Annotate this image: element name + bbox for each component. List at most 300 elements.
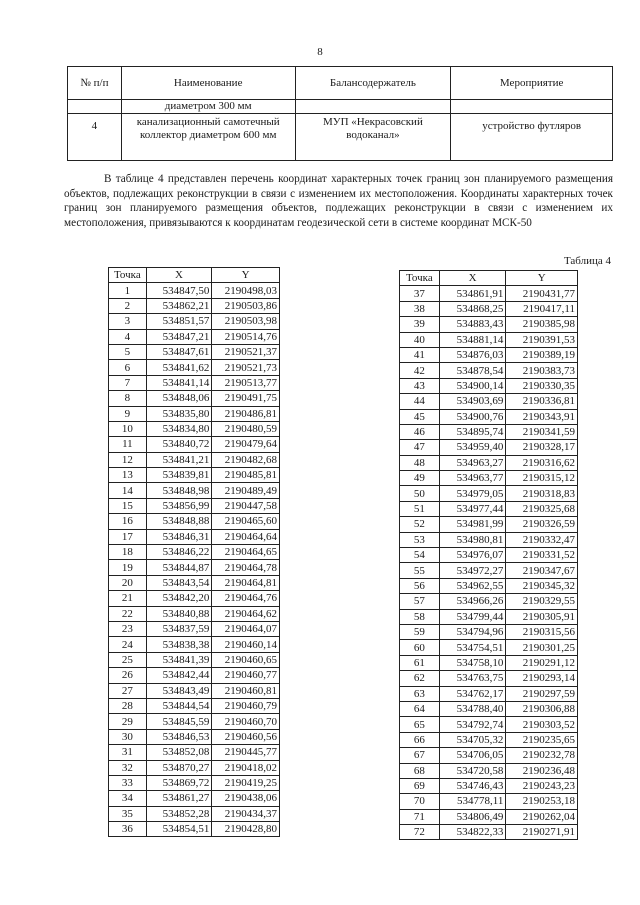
x-value: 534861,27 xyxy=(146,791,212,806)
point-number: 68 xyxy=(400,763,440,778)
point-number: 17 xyxy=(109,529,147,544)
y-value: 2190428,80 xyxy=(212,822,280,837)
x-value: 534848,88 xyxy=(146,514,212,529)
point-number: 32 xyxy=(109,760,147,775)
y-value: 2190434,37 xyxy=(212,806,280,821)
y-value: 2190303,52 xyxy=(506,717,578,732)
coordinate-row xyxy=(109,729,280,744)
x-value: 534900,76 xyxy=(439,409,506,424)
x-value: 534841,21 xyxy=(146,452,212,467)
x-value: 534845,59 xyxy=(146,714,212,729)
y-value: 2190514,76 xyxy=(212,329,280,344)
point-number: 48 xyxy=(400,455,440,470)
coordinate-row xyxy=(109,452,280,467)
coordinate-row xyxy=(400,701,578,716)
coordinate-row xyxy=(109,283,280,298)
y-value: 2190297,59 xyxy=(506,686,578,701)
row-num: 4 xyxy=(68,114,122,161)
coordinate-row xyxy=(109,806,280,821)
y-value: 2190460,81 xyxy=(212,683,280,698)
point-number: 41 xyxy=(400,347,440,362)
x-value: 534847,61 xyxy=(146,344,212,359)
point-number: 55 xyxy=(400,563,440,578)
point-number: 52 xyxy=(400,517,440,532)
point-number: 50 xyxy=(400,486,440,501)
continued-name: диаметром 300 мм xyxy=(121,100,295,114)
x-value: 534835,80 xyxy=(146,406,212,421)
header-point: Точка xyxy=(400,271,440,286)
point-number: 21 xyxy=(109,591,147,606)
y-value: 2190306,88 xyxy=(506,701,578,716)
x-value: 534841,14 xyxy=(146,375,212,390)
y-value: 2190482,68 xyxy=(212,452,280,467)
x-value: 534788,40 xyxy=(439,701,506,716)
coordinate-row xyxy=(109,329,280,344)
x-value: 534792,74 xyxy=(439,717,506,732)
x-value: 534852,08 xyxy=(146,745,212,760)
y-value: 2190464,65 xyxy=(212,545,280,560)
y-value: 2190521,73 xyxy=(212,360,280,375)
point-number: 66 xyxy=(400,732,440,747)
row-holder: МУП «Некрасовский водоканал» xyxy=(295,114,451,161)
coordinate-row xyxy=(400,548,578,563)
x-value: 534861,91 xyxy=(439,286,506,301)
header-action: Мероприятие xyxy=(451,67,613,100)
y-value: 2190447,58 xyxy=(212,498,280,513)
x-value: 534846,31 xyxy=(146,529,212,544)
y-value: 2190460,56 xyxy=(212,729,280,744)
y-value: 2190385,98 xyxy=(506,317,578,332)
coordinate-row xyxy=(109,314,280,329)
y-value: 2190460,79 xyxy=(212,698,280,713)
x-value: 534972,27 xyxy=(439,563,506,578)
coordinate-row xyxy=(109,437,280,452)
y-value: 2190293,14 xyxy=(506,671,578,686)
coordinate-row xyxy=(109,591,280,606)
coordinate-row xyxy=(109,545,280,560)
coordinate-row xyxy=(400,532,578,547)
x-value: 534840,88 xyxy=(146,606,212,621)
coordinate-row xyxy=(400,424,578,439)
point-number: 4 xyxy=(109,329,147,344)
point-number: 11 xyxy=(109,437,147,452)
y-value: 2190332,47 xyxy=(506,532,578,547)
point-number: 60 xyxy=(400,640,440,655)
point-number: 46 xyxy=(400,424,440,439)
point-number: 15 xyxy=(109,498,147,513)
objects-table xyxy=(67,66,613,161)
coordinate-row xyxy=(400,578,578,593)
coordinate-row xyxy=(109,775,280,790)
y-value: 2190301,25 xyxy=(506,640,578,655)
point-number: 23 xyxy=(109,621,147,636)
x-value: 534959,40 xyxy=(439,440,506,455)
y-value: 2190460,65 xyxy=(212,652,280,667)
y-value: 2190316,62 xyxy=(506,455,578,470)
y-value: 2190341,59 xyxy=(506,424,578,439)
y-value: 2190318,83 xyxy=(506,486,578,501)
x-value: 534870,27 xyxy=(146,760,212,775)
x-value: 534862,21 xyxy=(146,298,212,313)
coordinate-row xyxy=(109,468,280,483)
point-number: 2 xyxy=(109,298,147,313)
coordinate-row xyxy=(400,363,578,378)
x-value: 534848,98 xyxy=(146,483,212,498)
coordinate-row xyxy=(109,698,280,713)
coordinate-row xyxy=(400,717,578,732)
y-value: 2190460,70 xyxy=(212,714,280,729)
page-number: 8 xyxy=(317,46,323,58)
point-number: 28 xyxy=(109,698,147,713)
x-value: 534977,44 xyxy=(439,501,506,516)
point-number: 44 xyxy=(400,394,440,409)
x-value: 534840,72 xyxy=(146,437,212,452)
coordinate-row xyxy=(109,375,280,390)
x-value: 534837,59 xyxy=(146,621,212,636)
point-number: 8 xyxy=(109,391,147,406)
y-value: 2190513,77 xyxy=(212,375,280,390)
point-number: 58 xyxy=(400,609,440,624)
y-value: 2190331,52 xyxy=(506,548,578,563)
y-value: 2190330,35 xyxy=(506,378,578,393)
point-number: 36 xyxy=(109,822,147,837)
y-value: 2190464,07 xyxy=(212,621,280,636)
coordinate-row xyxy=(400,332,578,347)
point-number: 62 xyxy=(400,671,440,686)
coordinate-row xyxy=(109,391,280,406)
point-number: 35 xyxy=(109,806,147,821)
y-value: 2190464,64 xyxy=(212,529,280,544)
x-value: 534981,99 xyxy=(439,517,506,532)
coordinate-row xyxy=(400,501,578,516)
x-value: 534869,72 xyxy=(146,775,212,790)
row-action: устройство футляров xyxy=(451,114,613,161)
coordinate-row xyxy=(400,471,578,486)
y-value: 2190291,12 xyxy=(506,655,578,670)
point-number: 12 xyxy=(109,452,147,467)
y-value: 2190419,25 xyxy=(212,775,280,790)
y-value: 2190315,56 xyxy=(506,624,578,639)
header-name: Наименование xyxy=(121,67,295,100)
point-number: 69 xyxy=(400,778,440,793)
x-value: 534883,43 xyxy=(439,317,506,332)
header-point: Точка xyxy=(109,268,147,283)
table-row xyxy=(68,114,613,161)
header-x: X xyxy=(439,271,506,286)
point-number: 64 xyxy=(400,701,440,716)
x-value: 534720,58 xyxy=(439,763,506,778)
coordinate-row xyxy=(109,421,280,436)
point-number: 16 xyxy=(109,514,147,529)
table-row xyxy=(68,100,613,114)
point-number: 19 xyxy=(109,560,147,575)
point-number: 20 xyxy=(109,575,147,590)
point-number: 54 xyxy=(400,548,440,563)
y-value: 2190464,62 xyxy=(212,606,280,621)
row-name: канализационный самотечный коллектор диаметром 600 мм xyxy=(121,114,295,161)
point-number: 22 xyxy=(109,606,147,621)
y-value: 2190343,91 xyxy=(506,409,578,424)
y-value: 2190271,91 xyxy=(506,825,578,840)
x-value: 534794,96 xyxy=(439,624,506,639)
coordinate-row xyxy=(400,517,578,532)
x-value: 534852,28 xyxy=(146,806,212,821)
coordinate-row xyxy=(109,791,280,806)
y-value: 2190336,81 xyxy=(506,394,578,409)
point-number: 67 xyxy=(400,748,440,763)
coordinate-row xyxy=(400,440,578,455)
point-number: 18 xyxy=(109,545,147,560)
coordinate-row xyxy=(109,529,280,544)
coordinate-row xyxy=(109,714,280,729)
x-value: 534843,49 xyxy=(146,683,212,698)
coordinate-row xyxy=(400,763,578,778)
y-value: 2190503,98 xyxy=(212,314,280,329)
header-num: № п/п xyxy=(68,67,122,100)
point-number: 59 xyxy=(400,624,440,639)
y-value: 2190460,14 xyxy=(212,637,280,652)
point-number: 34 xyxy=(109,791,147,806)
x-value: 534962,55 xyxy=(439,578,506,593)
y-value: 2190489,49 xyxy=(212,483,280,498)
y-value: 2190464,78 xyxy=(212,560,280,575)
coordinate-row xyxy=(109,745,280,760)
point-number: 72 xyxy=(400,825,440,840)
x-value: 534822,33 xyxy=(439,825,506,840)
point-number: 70 xyxy=(400,794,440,809)
point-number: 65 xyxy=(400,717,440,732)
x-value: 534846,53 xyxy=(146,729,212,744)
coordinate-row xyxy=(109,606,280,621)
x-value: 534976,07 xyxy=(439,548,506,563)
y-value: 2190438,06 xyxy=(212,791,280,806)
point-number: 53 xyxy=(400,532,440,547)
y-value: 2190521,37 xyxy=(212,344,280,359)
point-number: 9 xyxy=(109,406,147,421)
x-value: 534903,69 xyxy=(439,394,506,409)
y-value: 2190486,81 xyxy=(212,406,280,421)
coordinate-row xyxy=(400,378,578,393)
x-value: 534705,32 xyxy=(439,732,506,747)
y-value: 2190315,12 xyxy=(506,471,578,486)
coordinate-row xyxy=(109,483,280,498)
coordinate-row xyxy=(109,668,280,683)
point-number: 56 xyxy=(400,578,440,593)
coordinate-row xyxy=(400,563,578,578)
point-number: 61 xyxy=(400,655,440,670)
coordinate-row xyxy=(400,794,578,809)
coordinate-row xyxy=(400,624,578,639)
point-number: 43 xyxy=(400,378,440,393)
y-value: 2190383,73 xyxy=(506,363,578,378)
coordinate-row xyxy=(109,560,280,575)
x-value: 534778,11 xyxy=(439,794,506,809)
x-value: 534806,49 xyxy=(439,809,506,824)
coordinate-row xyxy=(109,637,280,652)
point-number: 26 xyxy=(109,668,147,683)
y-value: 2190498,03 xyxy=(212,283,280,298)
x-value: 534841,62 xyxy=(146,360,212,375)
y-value: 2190491,75 xyxy=(212,391,280,406)
point-number: 10 xyxy=(109,421,147,436)
y-value: 2190325,68 xyxy=(506,501,578,516)
point-number: 3 xyxy=(109,314,147,329)
coordinate-row xyxy=(400,748,578,763)
x-value: 534900,14 xyxy=(439,378,506,393)
point-number: 38 xyxy=(400,301,440,316)
x-value: 534746,43 xyxy=(439,778,506,793)
coordinate-row xyxy=(109,298,280,313)
point-number: 25 xyxy=(109,652,147,667)
y-value: 2190464,76 xyxy=(212,591,280,606)
header-holder: Балансодержатель xyxy=(295,67,451,100)
coordinate-row xyxy=(400,394,578,409)
y-value: 2190305,91 xyxy=(506,609,578,624)
x-value: 534842,20 xyxy=(146,591,212,606)
point-number: 49 xyxy=(400,471,440,486)
x-value: 534847,21 xyxy=(146,329,212,344)
x-value: 534762,17 xyxy=(439,686,506,701)
y-value: 2190243,23 xyxy=(506,778,578,793)
x-value: 534838,38 xyxy=(146,637,212,652)
coordinate-row xyxy=(400,686,578,701)
y-value: 2190445,77 xyxy=(212,745,280,760)
coordinate-row xyxy=(400,301,578,316)
y-value: 2190417,11 xyxy=(506,301,578,316)
y-value: 2190345,32 xyxy=(506,578,578,593)
x-value: 534868,25 xyxy=(439,301,506,316)
x-value: 534834,80 xyxy=(146,421,212,436)
y-value: 2190480,59 xyxy=(212,421,280,436)
coordinate-row xyxy=(400,640,578,655)
x-value: 534856,99 xyxy=(146,498,212,513)
x-value: 534963,27 xyxy=(439,455,506,470)
header-y: Y xyxy=(506,271,578,286)
x-value: 534758,10 xyxy=(439,655,506,670)
x-value: 534843,54 xyxy=(146,575,212,590)
x-value: 534895,74 xyxy=(439,424,506,439)
coordinate-row xyxy=(109,498,280,513)
coordinate-row xyxy=(400,409,578,424)
x-value: 534839,81 xyxy=(146,468,212,483)
x-value: 534979,05 xyxy=(439,486,506,501)
point-number: 47 xyxy=(400,440,440,455)
point-number: 57 xyxy=(400,594,440,609)
x-value: 534854,51 xyxy=(146,822,212,837)
coordinates-table-right xyxy=(399,270,578,840)
point-number: 27 xyxy=(109,683,147,698)
x-value: 534980,81 xyxy=(439,532,506,547)
point-number: 40 xyxy=(400,332,440,347)
y-value: 2190431,77 xyxy=(506,286,578,301)
point-number: 29 xyxy=(109,714,147,729)
coordinate-row xyxy=(109,575,280,590)
y-value: 2190236,48 xyxy=(506,763,578,778)
x-value: 534844,54 xyxy=(146,698,212,713)
x-value: 534842,44 xyxy=(146,668,212,683)
point-number: 6 xyxy=(109,360,147,375)
x-value: 534848,06 xyxy=(146,391,212,406)
x-value: 534706,05 xyxy=(439,748,506,763)
coordinate-row xyxy=(400,778,578,793)
point-number: 7 xyxy=(109,375,147,390)
y-value: 2190465,60 xyxy=(212,514,280,529)
x-value: 534966,26 xyxy=(439,594,506,609)
point-number: 30 xyxy=(109,729,147,744)
coordinate-row xyxy=(400,286,578,301)
coordinate-row xyxy=(400,732,578,747)
coordinate-row xyxy=(400,594,578,609)
y-value: 2190460,77 xyxy=(212,668,280,683)
y-value: 2190235,65 xyxy=(506,732,578,747)
y-value: 2190485,81 xyxy=(212,468,280,483)
point-number: 24 xyxy=(109,637,147,652)
y-value: 2190326,59 xyxy=(506,517,578,532)
coordinate-row xyxy=(109,760,280,775)
point-number: 45 xyxy=(400,409,440,424)
table-caption: Таблица 4 xyxy=(563,255,611,267)
header-x: X xyxy=(146,268,212,283)
point-number: 71 xyxy=(400,809,440,824)
x-value: 534963,77 xyxy=(439,471,506,486)
coordinates-table-left xyxy=(108,267,280,837)
header-y: Y xyxy=(212,268,280,283)
y-value: 2190262,04 xyxy=(506,809,578,824)
y-value: 2190418,02 xyxy=(212,760,280,775)
point-number: 37 xyxy=(400,286,440,301)
point-number: 42 xyxy=(400,363,440,378)
y-value: 2190232,78 xyxy=(506,748,578,763)
point-number: 31 xyxy=(109,745,147,760)
coordinate-row xyxy=(109,344,280,359)
x-value: 534754,51 xyxy=(439,640,506,655)
y-value: 2190464,81 xyxy=(212,575,280,590)
coordinate-row xyxy=(400,486,578,501)
coordinate-row xyxy=(109,514,280,529)
x-value: 534876,03 xyxy=(439,347,506,362)
y-value: 2190479,64 xyxy=(212,437,280,452)
coordinate-row xyxy=(400,609,578,624)
point-number: 51 xyxy=(400,501,440,516)
x-value: 534851,57 xyxy=(146,314,212,329)
x-value: 534763,75 xyxy=(439,671,506,686)
x-value: 534841,39 xyxy=(146,652,212,667)
point-number: 13 xyxy=(109,468,147,483)
x-value: 534799,44 xyxy=(439,609,506,624)
point-number: 33 xyxy=(109,775,147,790)
point-number: 39 xyxy=(400,317,440,332)
coordinate-row xyxy=(400,655,578,670)
coordinate-row xyxy=(400,455,578,470)
coordinate-row xyxy=(400,671,578,686)
y-value: 2190328,17 xyxy=(506,440,578,455)
coordinate-row xyxy=(400,317,578,332)
x-value: 534847,50 xyxy=(146,283,212,298)
point-number: 5 xyxy=(109,344,147,359)
coordinate-row xyxy=(109,621,280,636)
point-number: 14 xyxy=(109,483,147,498)
y-value: 2190503,86 xyxy=(212,298,280,313)
coordinate-row xyxy=(109,683,280,698)
coordinate-row xyxy=(400,825,578,840)
x-value: 534878,54 xyxy=(439,363,506,378)
y-value: 2190347,67 xyxy=(506,563,578,578)
coordinate-row xyxy=(109,360,280,375)
coordinate-row xyxy=(109,406,280,421)
point-number: 63 xyxy=(400,686,440,701)
x-value: 534844,87 xyxy=(146,560,212,575)
coordinate-row xyxy=(109,652,280,667)
